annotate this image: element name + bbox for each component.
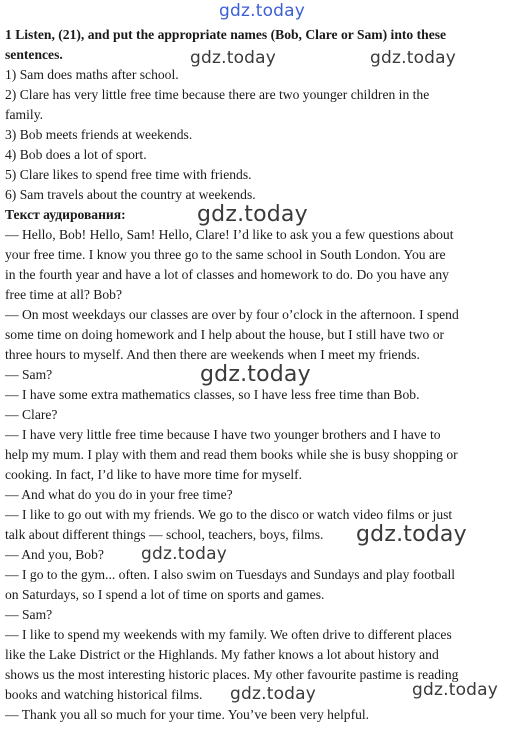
transcript-line: talk about different things — school, teachers, boys, films. xyxy=(5,527,324,542)
sentence-line: 2) Clare has very little free time because there are two younger children in the xyxy=(5,87,430,102)
transcript-line: your free time. I know you three go to the same school in South London. You are xyxy=(5,247,446,262)
transcript-line: help my mum. I play with them and read them books while she is busy shopping or xyxy=(5,447,458,462)
watermark-overlay: gdz.today xyxy=(141,544,228,564)
sentence-line: 4) Bob does a lot of sport. xyxy=(5,147,147,162)
watermark-overlay: gdz.today xyxy=(356,522,467,547)
transcript-line: — And what do you do in your free time? xyxy=(5,487,233,502)
task-title-continued: sentences. xyxy=(5,47,63,62)
watermark-overlay: gdz.today xyxy=(197,202,308,227)
watermark-overlay: gdz.today xyxy=(190,48,277,68)
transcript-line: free time at all? Bob? xyxy=(5,287,123,302)
sentence-line: 3) Bob meets friends at weekends. xyxy=(5,127,193,142)
transcript-line: — Thank you all so much for your time. You’ve been very helpful. xyxy=(5,707,370,722)
transcript-line: — I have some extra mathematics classes, so I have less free time than Bob. xyxy=(5,387,420,402)
transcript-line: like the Lake District or the Highlands. My father knows a lot about history and xyxy=(5,647,439,662)
transcript-line: books and watching historical films. xyxy=(5,687,203,702)
transcript-line: cooking. In fact, I’d like to have more time for myself. xyxy=(5,467,303,482)
watermark-overlay: gdz.today xyxy=(200,362,311,387)
watermark-top: gdz.today xyxy=(219,1,306,21)
watermark-overlay: gdz.today xyxy=(370,48,457,68)
transcript-line: on Saturdays, so I spend a lot of time on sports and games. xyxy=(5,587,325,602)
transcript-line: — And you, Bob? xyxy=(5,547,104,562)
transcript-line: in the fourth year and have a lot of classes and homework to do. Do you have any xyxy=(5,267,449,282)
transcript-line: — I go to the gym... often. I also swim on Tuesdays and Sundays and play football xyxy=(5,567,456,582)
transcript-line: shows us the most interesting historic places. My other favourite pastime is reading xyxy=(5,667,459,682)
transcript-line: three hours to myself. And then there are weekends when I meet my friends. xyxy=(5,347,420,362)
sentence-line: 5) Clare likes to spend free time with friends. xyxy=(5,167,252,182)
sentence-line: 1) Sam does maths after school. xyxy=(5,67,179,82)
transcript-line: some time on doing homework and I help about the house, but I still have two or xyxy=(5,327,445,342)
sentence-line: 6) Sam travels about the country at weekends. xyxy=(5,187,256,202)
transcript-line: — On most weekdays our classes are over by four o’clock in the afternoon. I spend xyxy=(5,307,459,322)
transcript-heading: Текст аудирования: xyxy=(5,207,126,222)
transcript-line: — Sam? xyxy=(5,367,53,382)
watermark-overlay: gdz.today xyxy=(230,684,317,704)
watermark-overlay: gdz.today xyxy=(412,680,499,700)
task-title: 1 Listen, (21), and put the appropriate names (Bob, Clare or Sam) into these xyxy=(5,27,447,42)
sentence-line: family. xyxy=(5,107,43,122)
transcript-line: — Sam? xyxy=(5,607,53,622)
transcript-line: — I have very little free time because I have two younger brothers and I have to xyxy=(5,427,441,442)
transcript-line: — I like to go out with my friends. We go to the disco or watch video films or just xyxy=(5,507,453,522)
transcript-line: — Hello, Bob! Hello, Sam! Hello, Clare! I’d like to ask you a few questions about xyxy=(5,227,454,242)
transcript-line: — I like to spend my weekends with my family. We often drive to different places xyxy=(5,627,452,642)
transcript-line: — Clare? xyxy=(5,407,58,422)
